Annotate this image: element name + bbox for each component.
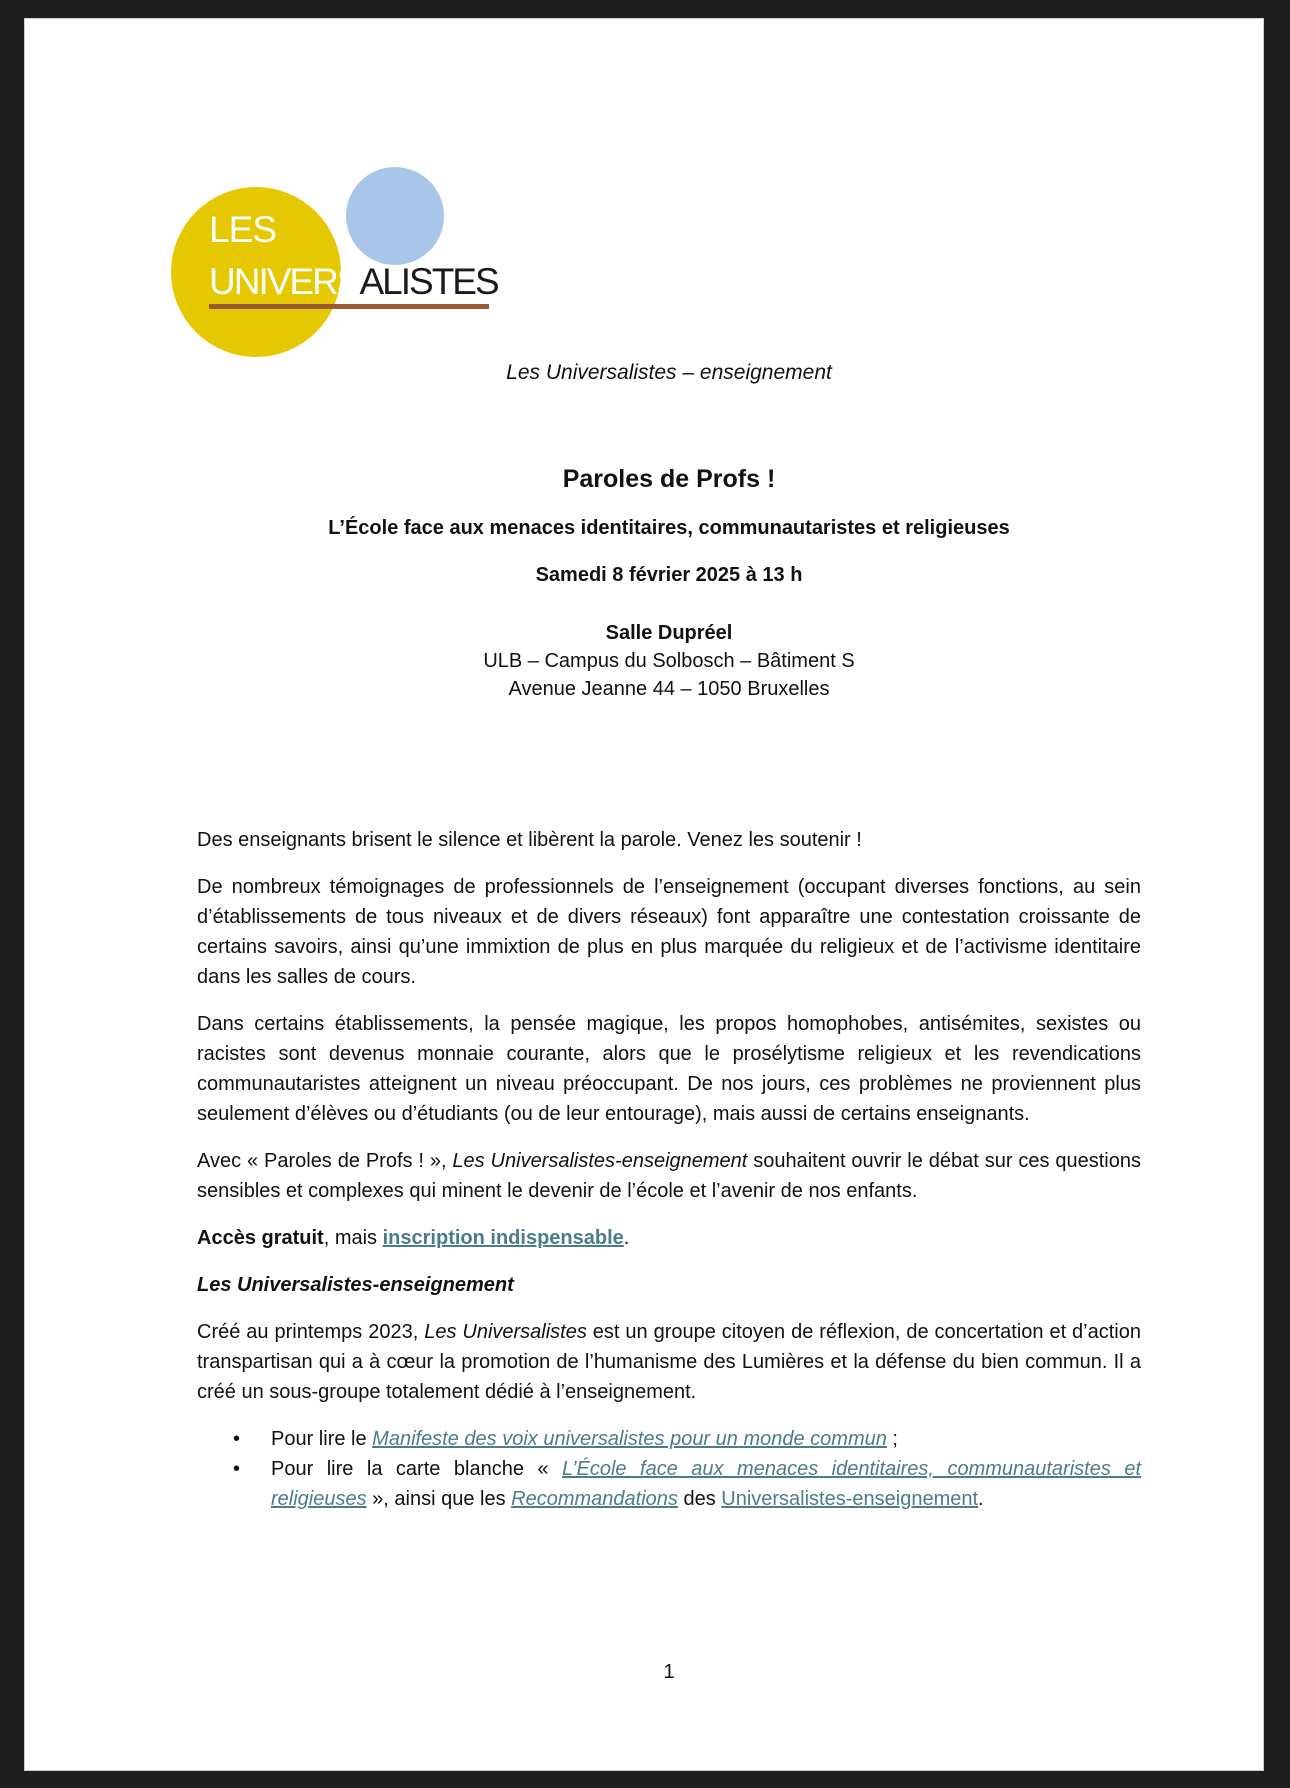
bullet-icon: •	[233, 1458, 241, 1480]
paragraph-access	[197, 1223, 1141, 1253]
event-date: Samedi 8 février 2025 à 13 h	[535, 564, 803, 586]
carte-blanche-text-start: Pour lire la carte blanche «	[271, 1458, 563, 1480]
document-body	[197, 825, 1141, 1514]
logo-text-alistes: ALISTES	[359, 261, 498, 302]
links-list	[197, 1424, 1141, 1514]
logo-underline-bar	[209, 304, 489, 309]
universalistes-logo	[171, 167, 498, 357]
access-text-end: .	[623, 1227, 630, 1249]
logo-blue-circle	[346, 167, 444, 265]
paragraph-schools: Dans certains établissements, la pensée magique, les propos homophobes, antisémites, sexistes ou racistes sont devenus monnaie courante, alors que le prosélytisme religieux et les revendications communautaristes atteignent un niveau préoccupant. De nos jours, ces problèmes ne proviennent plus seulement d’élèves ou d’étudiants (ou de leur entourage), mais aussi de certains enseignants.	[197, 1013, 1141, 1125]
event-venue	[175, 619, 1163, 703]
bullet-icon: •	[233, 1428, 241, 1450]
manifesto-text-end: ;	[886, 1428, 898, 1450]
carte-blanche-link[interactable]: L’École face aux menaces identitaires, communautaristes et religieuses	[271, 1458, 1142, 1510]
debate-text-start: Avec « Paroles de Profs ! »,	[197, 1150, 453, 1172]
carte-blanche-text-mid2: des	[677, 1488, 722, 1510]
venue-name: Salle Dupréel	[605, 622, 733, 644]
venue-campus: ULB – Campus du Solbosch – Bâtiment S	[483, 650, 855, 672]
carte-blanche-text-mid: », ainsi que les	[366, 1488, 512, 1510]
paragraph-about	[197, 1317, 1141, 1407]
manifesto-text-start: Pour lire le	[271, 1428, 373, 1450]
list-item-carte-blanche	[233, 1454, 1142, 1514]
manifesto-link[interactable]: Manifeste des voix universalistes pour un monde commun	[372, 1428, 887, 1450]
page-number: 1	[663, 1661, 675, 1683]
paragraph-intro: Des enseignants brisent le silence et libèrent la parole. Venez les soutenir !	[197, 829, 862, 851]
document-page	[25, 19, 1263, 1770]
debate-group-name: Les Universalistes-enseignement	[452, 1150, 748, 1172]
access-text-mid: , mais	[323, 1227, 383, 1249]
universalistes-enseignement-link[interactable]: Universalistes-enseignement	[721, 1488, 979, 1510]
debate-text-end: souhaitent ouvrir le débat sur ces questions sensibles et complexes qui minent le devenir de l’école et l’avenir de nos enfants.	[197, 1150, 1141, 1202]
recommandations-link[interactable]: Recommandations	[511, 1488, 678, 1510]
logo-text-univers: UNIVERS	[209, 261, 360, 302]
organizer-subtitle: Les Universalistes – enseignement	[506, 361, 832, 384]
carte-blanche-text-end: .	[978, 1488, 984, 1510]
event-subtitle: L’École face aux menaces identitaires, communautaristes et religieuses	[328, 517, 1010, 539]
paragraph-testimonies: De nombreux témoignages de professionnels de l’enseignement (occupant diverses fonctions, au sein d’établissements de tous niveaux et de divers réseaux) font apparaître une contestation croissante de certains savoirs, ainsi qu’une immixtion de plus en plus marquée du religieux et de l’activisme identitaire dans les salles de cours.	[197, 876, 1141, 988]
venue-address: Avenue Jeanne 44 – 1050 Bruxelles	[508, 678, 830, 700]
paragraph-debate	[197, 1146, 1141, 1206]
about-group-name: Les Universalistes	[424, 1321, 587, 1343]
about-text-start: Créé au printemps 2023,	[197, 1321, 425, 1343]
list-item-manifesto	[233, 1424, 1141, 1454]
free-access-label: Accès gratuit	[197, 1227, 324, 1249]
logo-text-les: LES	[209, 209, 276, 250]
logo-text-universalistes	[209, 263, 498, 300]
registration-link[interactable]: inscription indispensable	[382, 1227, 624, 1249]
about-text-end: est un groupe citoyen de réflexion, de concertation et d’action transpartisan qui a à cœur la promotion de l’humanisme des Lumières et la défense du bien commun. Il a créé un sous-groupe totalement dédié à l’enseignement.	[197, 1321, 1141, 1403]
event-title: Paroles de Profs !	[562, 465, 776, 493]
section-heading: Les Universalistes-enseignement	[197, 1274, 514, 1296]
